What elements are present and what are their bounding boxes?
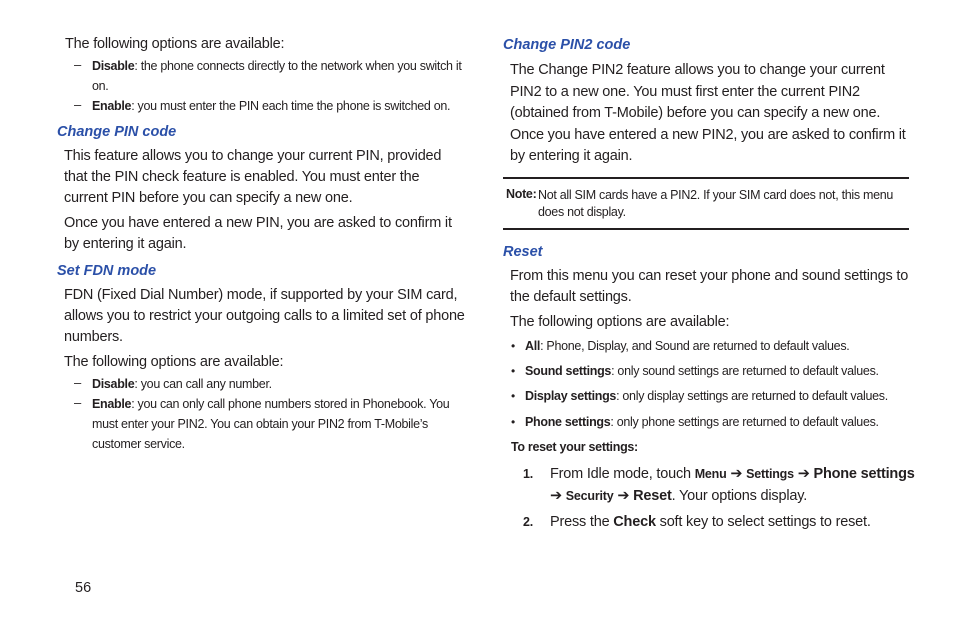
check-key: Check <box>613 514 656 530</box>
option-desc: : the phone connects directly to the network when you switch it on. <box>92 59 462 93</box>
fdn-paragraph-2: The following options are available: <box>64 354 284 370</box>
option-desc: : Phone, Display, and Sound are returned to default values. <box>540 339 850 353</box>
dash-icon: – <box>74 57 81 72</box>
change-pin-heading: Change PIN code <box>57 124 177 140</box>
option-desc: : only phone settings are returned to default values. <box>610 415 879 429</box>
option-desc: : you must enter the PIN each time the phone is switched on. <box>131 99 451 113</box>
option-term: All <box>525 339 541 353</box>
settings-command: Settings <box>746 467 794 481</box>
bullet-icon: • <box>511 389 515 403</box>
pin-option-disable <box>74 56 462 96</box>
reset-heading: Reset <box>503 244 543 260</box>
reset-command: Reset <box>633 488 672 504</box>
option-desc: : only display settings are returned to default values. <box>616 389 888 403</box>
phone-settings-command: Phone settings <box>813 466 915 482</box>
dash-icon: – <box>74 375 81 390</box>
bullet-icon: • <box>511 364 515 378</box>
fdn-heading: Set FDN mode <box>57 263 157 279</box>
option-term: Phone settings <box>525 415 611 429</box>
step-number: 1. <box>523 467 534 481</box>
fdn-option-enable <box>74 394 462 454</box>
option-term: Sound settings <box>525 364 612 378</box>
option-desc: : only sound settings are returned to default values. <box>611 364 879 378</box>
fdn-option-disable <box>74 374 462 394</box>
dash-icon: – <box>74 395 81 410</box>
arrow-icon: ➔ <box>793 466 814 482</box>
dash-icon: – <box>74 97 81 112</box>
reset-paragraph-2: The following options are available: <box>510 314 730 330</box>
option-term: Disable <box>92 59 135 73</box>
change-pin2-paragraph: The Change PIN2 feature allows you to change your current PIN2 to a new one. You must first enter the current PIN2 (obtained from T-Mobile) before you can specify a new one. Once you have entered a new PIN2, you are asked to confirm it by entering it again. <box>510 62 906 164</box>
bullet-icon: • <box>511 339 515 353</box>
fdn-paragraph-1: FDN (Fixed Dial Number) mode, if supported by your SIM card, allows you to restrict your outgoing calls to a limited set of phone numbers. <box>64 287 465 345</box>
step-text: From Idle mode, touch Menu ➔ Settings ➔ Phone settings ➔ Security ➔ Reset. Your options display. <box>550 466 915 504</box>
option-term: Disable <box>92 377 135 391</box>
note-box <box>503 177 909 230</box>
note-text: Not all SIM cards have a PIN2. If your SIM card does not, this menu does not display. <box>538 188 894 219</box>
security-command: Security <box>565 489 614 503</box>
option-term: Enable <box>92 99 132 113</box>
page-number: 56 <box>75 580 92 596</box>
arrow-icon: ➔ <box>550 488 566 504</box>
pin-option-enable <box>74 96 462 116</box>
option-desc: : you can only call phone numbers stored in Phonebook. You must enter your PIN2. You can obtain your PIN2 from T-Mobile’s customer service. <box>92 397 450 451</box>
reset-paragraph-1: From this menu you can reset your phone and sound settings to the default settings. <box>510 268 909 305</box>
option-desc: : you can call any number. <box>134 377 272 391</box>
step-number: 2. <box>523 515 534 529</box>
option-term: Display settings <box>525 389 617 403</box>
procedure-title: To reset your settings: <box>511 440 638 454</box>
menu-command: Menu <box>694 467 727 481</box>
change-pin2-heading: Change PIN2 code <box>503 37 631 53</box>
note-label: Note: <box>506 187 537 201</box>
arrow-icon: ➔ <box>726 466 747 482</box>
change-pin-paragraph-2: Once you have entered a new PIN, you are asked to confirm it by entering it again. <box>64 215 452 252</box>
arrow-icon: ➔ <box>613 488 634 504</box>
change-pin-paragraph-1: This feature allows you to change your current PIN, provided that the PIN check feature is enabled. You must enter the current PIN before you can specify a new one. <box>64 148 442 206</box>
bullet-icon: • <box>511 415 515 429</box>
option-term: Enable <box>92 397 132 411</box>
intro-text: The following options are available: <box>65 36 285 52</box>
step-text: Press the Check soft key to select settings to reset. <box>550 514 871 530</box>
